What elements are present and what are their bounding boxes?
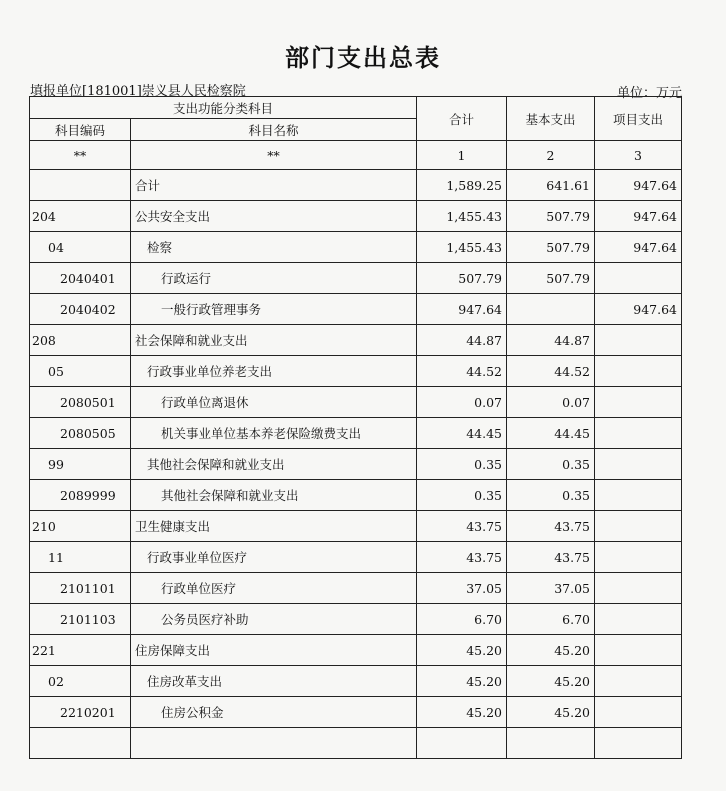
row-code: 210 [30,511,131,542]
row-name: 公共安全支出 [131,201,417,232]
row-basic: 45.20 [507,666,595,697]
row-project [595,604,682,635]
table-row [30,387,682,418]
row-project [595,635,682,666]
header-total: 合计 [417,97,507,141]
header-code: 科目编码 [30,119,131,141]
row-basic [507,294,595,325]
row-project [595,325,682,356]
table-row [30,573,682,604]
table-row [30,170,682,201]
row-code: 02 [30,666,131,697]
row-project [595,511,682,542]
table-row-empty [30,728,682,759]
row-project [595,418,682,449]
row-project [595,387,682,418]
header-code-mark: ** [30,141,131,170]
row-name: 一般行政管理事务 [131,294,417,325]
row-total: 37.05 [417,573,507,604]
row-name: 行政事业单位医疗 [131,542,417,573]
header-group: 支出功能分类科目 [30,97,417,119]
row-total: 1,589.25 [417,170,507,201]
header-name-mark: ** [131,141,417,170]
row-code: 208 [30,325,131,356]
row-code: 2040401 [30,263,131,294]
row-total: 507.79 [417,263,507,294]
expenditure-table [29,96,682,759]
row-code: 2101103 [30,604,131,635]
row-total: 45.20 [417,697,507,728]
row-total: 1,455.43 [417,201,507,232]
table-row [30,480,682,511]
table-row [30,542,682,573]
row-code: 204 [30,201,131,232]
row-basic: 507.79 [507,263,595,294]
row-basic: 44.87 [507,325,595,356]
header-idx-2: 2 [507,141,595,170]
table-row [30,294,682,325]
row-total: 6.70 [417,604,507,635]
empty-cell [131,728,417,759]
row-name: 行政事业单位养老支出 [131,356,417,387]
empty-cell [595,728,682,759]
row-code: 2080501 [30,387,131,418]
row-basic: 507.79 [507,232,595,263]
table-row [30,325,682,356]
row-project [595,697,682,728]
row-name: 机关事业单位基本养老保险缴费支出 [131,418,417,449]
table-row [30,697,682,728]
row-code: 221 [30,635,131,666]
table-row [30,635,682,666]
header-name: 科目名称 [131,119,417,141]
currency-unit: 单位：万元 [616,86,682,101]
row-total: 45.20 [417,635,507,666]
row-total: 44.87 [417,325,507,356]
row-total: 43.75 [417,511,507,542]
row-name: 合计 [131,170,417,201]
row-name: 住房保障支出 [131,635,417,666]
header-project: 项目支出 [595,97,682,141]
row-project: 947.64 [595,294,682,325]
row-code: 2101101 [30,573,131,604]
row-code: 2210201 [30,697,131,728]
row-name: 卫生健康支出 [131,511,417,542]
page-title: 部门支出总表 [285,43,441,72]
row-code: 99 [30,449,131,480]
table-row [30,666,682,697]
header-idx-1: 1 [417,141,507,170]
row-project [595,263,682,294]
row-basic: 45.20 [507,697,595,728]
header-row-index [30,141,682,170]
row-code: 05 [30,356,131,387]
row-name: 其他社会保障和就业支出 [131,480,417,511]
row-total: 947.64 [417,294,507,325]
empty-cell [30,728,131,759]
row-total: 0.35 [417,449,507,480]
table-row [30,511,682,542]
row-basic: 45.20 [507,635,595,666]
row-name: 检察 [131,232,417,263]
row-name: 住房改革支出 [131,666,417,697]
row-basic: 44.45 [507,418,595,449]
row-basic: 0.07 [507,387,595,418]
empty-cell [417,728,507,759]
row-basic: 6.70 [507,604,595,635]
table-row [30,232,682,263]
row-name: 住房公积金 [131,697,417,728]
row-project [595,542,682,573]
header-basic: 基本支出 [507,97,595,141]
empty-cell [507,728,595,759]
row-project: 947.64 [595,170,682,201]
row-project [595,480,682,511]
row-name: 行政单位医疗 [131,573,417,604]
row-project: 947.64 [595,201,682,232]
row-project [595,666,682,697]
row-basic: 0.35 [507,449,595,480]
row-basic: 641.61 [507,170,595,201]
reporting-unit: 填报单位[181001]崇义县人民检察院 [30,84,246,99]
row-name: 社会保障和就业支出 [131,325,417,356]
row-basic: 0.35 [507,480,595,511]
row-total: 44.52 [417,356,507,387]
row-total: 0.07 [417,387,507,418]
row-name: 行政单位离退休 [131,387,417,418]
row-name: 其他社会保障和就业支出 [131,449,417,480]
row-total: 0.35 [417,480,507,511]
row-total: 45.20 [417,666,507,697]
header-row-group [30,97,682,119]
row-code: 04 [30,232,131,263]
row-basic: 37.05 [507,573,595,604]
row-code: 2040402 [30,294,131,325]
row-name: 行政运行 [131,263,417,294]
row-code: 2080505 [30,418,131,449]
row-code [30,170,131,201]
row-code: 11 [30,542,131,573]
row-project [595,573,682,604]
row-project [595,449,682,480]
row-project [595,356,682,387]
table-row [30,418,682,449]
row-name: 公务员医疗补助 [131,604,417,635]
row-basic: 507.79 [507,201,595,232]
row-total: 1,455.43 [417,232,507,263]
table-row [30,201,682,232]
row-total: 43.75 [417,542,507,573]
table-row [30,604,682,635]
row-basic: 44.52 [507,356,595,387]
row-project: 947.64 [595,232,682,263]
row-basic: 43.75 [507,542,595,573]
table-row [30,263,682,294]
table-row [30,449,682,480]
table-row [30,356,682,387]
row-total: 44.45 [417,418,507,449]
header-idx-3: 3 [595,141,682,170]
row-code: 2089999 [30,480,131,511]
row-basic: 43.75 [507,511,595,542]
